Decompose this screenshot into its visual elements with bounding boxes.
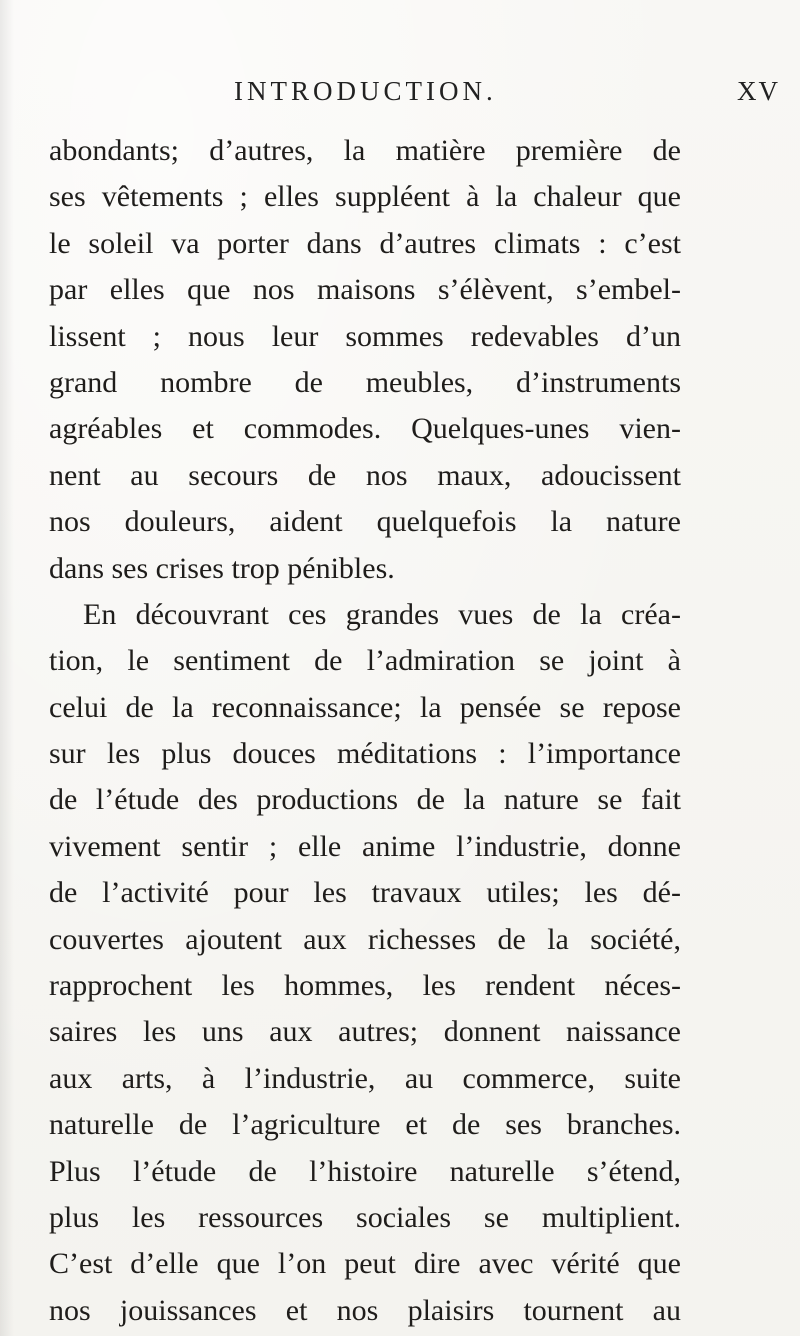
- text-line: de l’étude des productions de la nature se fait: [49, 783, 681, 817]
- running-head: [56, 76, 780, 116]
- text-line: plus les ressources sociales se multiplient.: [49, 1200, 681, 1234]
- body-text: [49, 128, 681, 1334]
- text-line: nos jouissances et nos plaisirs tournent au: [49, 1293, 681, 1327]
- text-line: aux arts, à l’industrie, au commerce, suite: [49, 1061, 681, 1095]
- text-line: de l’activité pour les travaux utiles; les dé-: [49, 876, 681, 910]
- text-line: naturelle de l’agriculture et de ses branches.: [49, 1108, 681, 1142]
- text-line: grand nombre de meubles, d’instruments: [49, 365, 681, 399]
- text-line: sur les plus douces méditations : l’importance: [49, 737, 681, 771]
- text-line: couvertes ajoutent aux richesses de la société,: [49, 922, 681, 956]
- page-number: XV: [737, 76, 780, 106]
- text-line: ses vêtements ; elles suppléent à la chaleur que: [49, 180, 681, 214]
- text-line: C’est d’elle que l’on peut dire avec vérité que: [49, 1247, 681, 1281]
- text-line: nent au secours de nos maux, adoucissent: [49, 458, 681, 492]
- text-line: rapprochent les hommes, les rendent néces-: [49, 969, 681, 1003]
- text-line: celui de la reconnaissance; la pensée se repose: [49, 690, 681, 724]
- text-line: vivement sentir ; elle anime l’industrie, donne: [49, 829, 681, 863]
- text-line: Plus l’étude de l’histoire naturelle s’étend,: [49, 1154, 681, 1188]
- text-line: saires les uns aux autres; donnent naissance: [49, 1015, 681, 1049]
- text-line: tion, le sentiment de l’admiration se joint à: [49, 644, 681, 678]
- text-line: par elles que nos maisons s’élèvent, s’embel-: [49, 273, 681, 307]
- text-line: agréables et commodes. Quelques-unes vien-: [49, 412, 681, 446]
- text-line: le soleil va porter dans d’autres climats : c’est: [49, 226, 681, 260]
- text-line: nos douleurs, aident quelquefois la nature: [49, 505, 681, 539]
- text-line-paragraph-end: dans ses crises trop pénibles.: [49, 551, 395, 585]
- text-line: abondants; d’autres, la matière première de: [49, 134, 681, 167]
- text-line-paragraph-start: En découvrant ces grandes vues de la créa-: [83, 597, 681, 631]
- running-title: INTRODUCTION.: [234, 76, 497, 106]
- text-line: lissent ; nous leur sommes redevables d’un: [49, 319, 681, 353]
- gutter-shadow: [0, 0, 14, 1336]
